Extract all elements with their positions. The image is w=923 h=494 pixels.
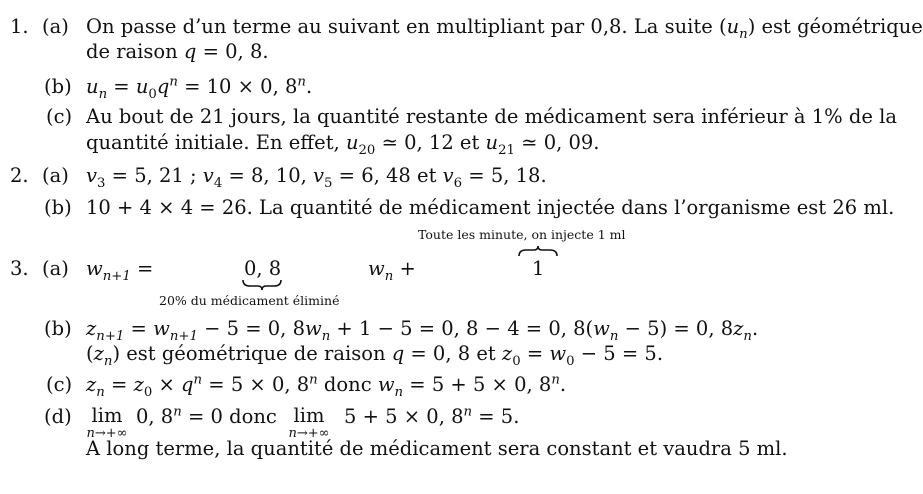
q3b-line1: $z_{n+1} = w_{n+1} - 5 = 0$, $8w_n + 1 - 5 = 0$, 8 − 4 = 0, $8(w_n - 5) = 0$, $8z_n$. [86,317,759,344]
q3b-label: (b) [44,317,72,340]
q3a-wn: $w_n$ + [368,257,416,284]
q1a-line2: de raison q = 0, 8. [86,40,269,63]
q3d-limit-2: lim n→+∞ [288,404,330,441]
q3a-label: (a) [42,257,69,280]
q3a-annotation-top: Toute les minute, on injecte 1 ml [418,227,626,242]
q1c-line1: Au bout de 21 jours, la quantité restante de médicament sera inférieur à 1% de la [86,105,897,128]
q3c-label: (c) [46,373,73,396]
q2b-label: (b) [44,196,72,219]
q1b-label: (b) [44,75,72,98]
q3d-limit-1: lim n→+∞ [86,404,128,441]
q3c-formula: $z_n = z_0 \times q^n = 5 \times 0$, 8$^n$ donc $w_n = 5 + 5 \times 0$, 8$^n$. [86,372,567,400]
q1-number: 1. [10,15,29,38]
q3d-conclusion: A long terme, la quantité de médicament sera constant et vaudra 5 ml. [86,437,788,460]
underbrace-icon [242,279,282,291]
q1c-line2: quantité initiale. En effet, $u_{20}$ ≃ 0, 12 et $u_{21}$ ≃ 0, 09. [86,131,600,158]
q3d-expr-1: 0, $8^n = 0$ donc [136,404,277,428]
overbrace-icon [518,245,558,257]
q1b-formula: $u_n = u_0q^n = 10 \times 0$, 8$^n$. [86,74,313,102]
q2a-values: $v_3 = 5$, 21 ; $v_4 = 8$, 10, $v_5 = 6$, 48 et $v_6 = 5$, 18. [86,164,547,191]
q2-number: 2. [10,164,29,187]
q3-number: 3. [10,257,29,280]
q1a-label: (a) [42,15,69,38]
q3a-annotation-bottom: 20% du médicament éliminé [159,293,340,308]
q3a-constant: 1 [532,257,545,280]
q3d-expr-2: 5 + 5 × 0, $8^n = 5$. [344,404,520,428]
q3b-line2: $(z_n)$ est géométrique de raison q = 0, 8 et $z_0 = w_0 - 5 = 5$. [86,342,664,369]
q3d-label: (d) [44,405,72,428]
q3a-coefficient: 0, 8 [244,257,282,280]
q1a-line1: On passe d’un terme au suivant en multipliant par 0,8. La suite $(u_n)$ est géométrique [86,15,923,42]
q1c-label: (c) [46,105,73,128]
q2a-label: (a) [42,164,69,187]
q3a-lhs: $w_{n+1}$ = [86,257,154,284]
q2b-text: 10 + 4 × 4 = 26. La quantité de médicament injectée dans l’organisme est 26 ml. [86,196,895,219]
